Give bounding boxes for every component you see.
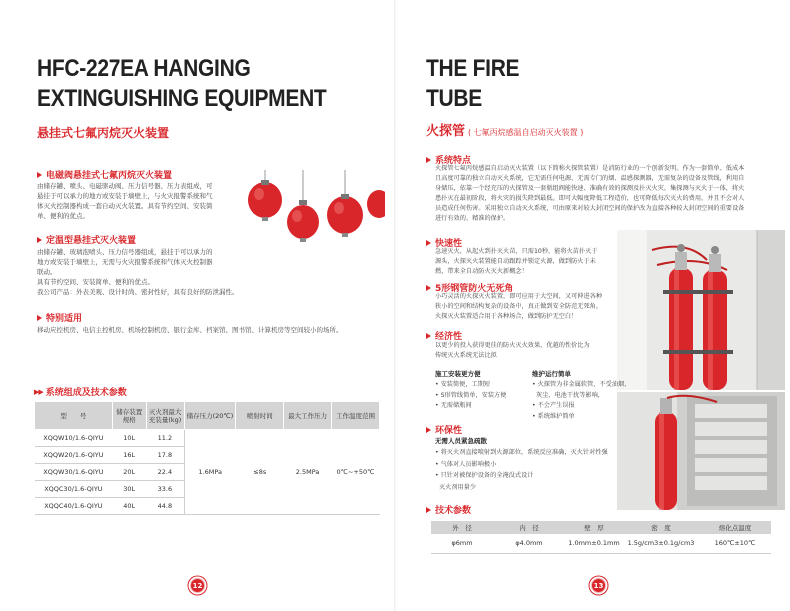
cell-temp-range: 0℃~+50℃ [332,430,380,515]
cell-charge: 11.2 [146,430,184,447]
maintain-heading: 维护运行简单 [532,370,571,378]
cell-spray-time: ≤8s [236,430,284,515]
page-number-left: 12 [190,578,205,593]
header-charge: 灭火剂最大充装量(kg) [146,402,184,430]
section-text-solenoid: 由储存罐、喷头、电磁驱动阀、压力信号器、压力表组成，可 悬挂于可以承力的地方或安装于墙壁上，与火灾报警系统和气 体灭火控制器构成一套自动灭火装置。具有节约空间、安装简 单、便利的优点。 [37,182,213,220]
fast-heading: 快速性 [426,236,462,249]
triangle-bullet-icon [37,237,42,243]
triangle-bullet-icon [426,427,431,433]
header-density: 密 度 [623,521,699,534]
cell-charge: 33.6 [146,481,184,498]
cell-inner-diameter: φ4.0mm [493,534,565,553]
cell-model: XQQW30/1.6-QIYU [35,464,113,481]
header-temp-range: 工作温度范围 [332,402,380,430]
install-list: • 安装简便，工期短 • S形管线简单，安装方便 • 无需储瓶间 [435,381,507,409]
triangle-bullet-icon [426,285,431,291]
features-heading: 系统特点 [426,153,471,166]
economy-heading: 经济性 [426,329,462,342]
right-cn-title-row [426,120,583,139]
double-arrow-icon: ▶▶ [34,387,43,396]
page-number-right: 13 [591,578,606,593]
eco-heading: 环保性 [426,423,462,436]
fast-text: 急速灭火，从起火到扑灭火苗，只需10秒，能将火苗扑灭于 源头，火探灭火装置能自动跟踪并锁定火源，做到防火于未 燃，带来全自动防火灭火新概念！ [435,248,598,275]
cell-model: XQQC30/1.6-QIYU [35,481,113,498]
cell-spec: 20L [112,464,146,481]
hanging-extinguisher-photo [245,170,385,255]
spec-table [34,401,380,515]
triangle-bullet-icon [37,172,42,178]
tech-heading: 技术参数 [426,503,471,516]
left-cn-title: 悬挂式七氟丙烷灭火装置 [37,126,170,140]
cell-spec: 10L [112,430,146,447]
header-inner-diameter: 内 径 [493,521,565,534]
cell-melting-point: 160℃±10℃ [699,534,771,553]
header-outer-diameter: 外 径 [431,521,493,534]
right-cn-subtitle: ( 七氟丙烷感温自启动灭火装置 ) [468,128,584,137]
right-page [395,0,790,611]
section-heading-solenoid: 电磁阀悬挂式七氟丙烷灭火装置 [37,168,172,181]
economy-text: 以更少的投入获得更佳的防火灭火效果，优越的性价比为 传统灭火系统无法比拟 [435,342,590,359]
eco-subheading: 无需人员紧急疏散 [435,437,487,445]
cell-model: XQQW20/1.6-QIYU [35,447,113,464]
install-heading: 施工安装更方便 [435,370,481,378]
no-dead-corner-heading: 5形钢管防火无死角 [426,281,513,294]
cell-spec: 16L [112,447,146,464]
section-heading-applicable: 特别适用 [37,311,82,324]
table-row [35,430,380,447]
eco-list: • 将灭火剂直接喷射到火源部位，系统反应准确，灭火针对性强 • 气体对人员影响极小 • 只针对被保护设备的全淹没式设计 灭火剂用量少 [435,449,608,491]
header-spray-time: 喷射时间 [236,402,284,430]
cell-charge: 17.8 [146,447,184,464]
maintain-list: • 火探管为非金属软管，不受油烟、 灰尘、电池干扰等影响， • 不会产生误报 • 系统维护简单 [532,381,631,420]
cell-max-pressure: 2.5MPa [284,430,332,515]
cell-wall-thickness: 1.0mm±0.1mm [565,534,623,553]
left-title-line1: HFC-227EA HANGING [37,55,251,82]
triangle-bullet-icon [426,240,431,246]
right-cn-title: 火探管 [426,124,466,139]
table-row [431,534,771,553]
fire-tube-cylinder-photo [617,230,785,390]
section-heading-fixed-temp: 定温型悬挂式灭火装置 [37,233,136,246]
cell-charge: 44.8 [146,498,184,515]
section-text-applicable: 移动应控机房、电信主控机房、机场控制机房、银行金库、档案馆、图书馆、计算机房等空间较小的场所。 [37,326,343,334]
header-pressure: 储存压力(20℃) [184,402,236,430]
header-melting-point: 熔化点温度 [699,521,771,534]
spec-table-header [35,402,380,430]
left-title-line2: EXTINGUISHING EQUIPMENT [37,85,327,112]
cell-charge: 22.4 [146,464,184,481]
header-max-pressure: 最大工作压力 [284,402,332,430]
right-title-line2: TUBE [426,85,482,112]
features-text: 火探管七氟丙烷感温自启动灭火装置（以下简称火探管装置）是消防行业的一个创新发明。作为一套简单、低成本 且高度可靠的独立自动灭火系统，它无需任何电源，无需专门的烟、温感探测器，无需复杂的设备及管线，利用自 身储压，依靠一个经充压的火探管及一套瓶组阀能快速、准确有效的探测及扑灭火灾。集探测与灭火于一体，将火 患扑灭在最初阶段，将火灾的损失降到最低。即可大幅度降低工程造价，也可降低每次灭火的费用，并且不会对人 员造成任何伤害。采用独立自动灭火系统，可由原来对较大封闭空间的保护改为直接各种较大封闭空间的重要设备 进行有效的、精准的保护。 [435,165,745,222]
tech-table [431,521,771,554]
cell-outer-diameter: φ6mm [431,534,493,553]
cell-pressure: 1.6MPa [184,430,236,515]
triangle-bullet-icon [426,507,431,513]
cell-spec: 30L [112,481,146,498]
right-title-line1: THE FIRE [426,55,520,82]
cell-spec: 40L [112,498,146,515]
triangle-bullet-icon [37,315,42,321]
no-dead-corner-text: 小巧灵活的火探灭火装置，即可应用于大空间，又可伸进各种 狭小的空间和结构复杂的设备中，真正做到安全防范无死角， 火探灭火装置适合用于各种场合，做到防护无空白！ [435,293,603,320]
header-wall-thickness: 壁 厚 [565,521,623,534]
cell-density: 1.5g/cm3±0.1g/cm3 [623,534,699,553]
cell-model: XQQC40/1.6-QIYU [35,498,113,515]
header-model: 型 号 [35,402,113,430]
triangle-bullet-icon [426,333,431,339]
section-text-fixed-temp: 由储存罐、玻璃泡喷头、压力信号器组成，悬挂于可以承力的 地方或安装于墙壁上，无需与火灾报警系统和气体灭火控制器 联动。 具有节约空间、安装简单、便利的优点。 我公司产品：外表美观、设计时尚、密封性好，具有良好的防泄漏性。 [37,248,239,296]
cabinet-installation-photo [617,392,785,510]
tech-table-header [431,521,771,534]
header-spec: 储存装置规格 [112,402,146,430]
cell-model: XQQW10/1.6-QIYU [35,430,113,447]
triangle-bullet-icon [426,157,431,163]
table-heading: ▶▶ 系统组成及技术参数 [34,387,127,398]
